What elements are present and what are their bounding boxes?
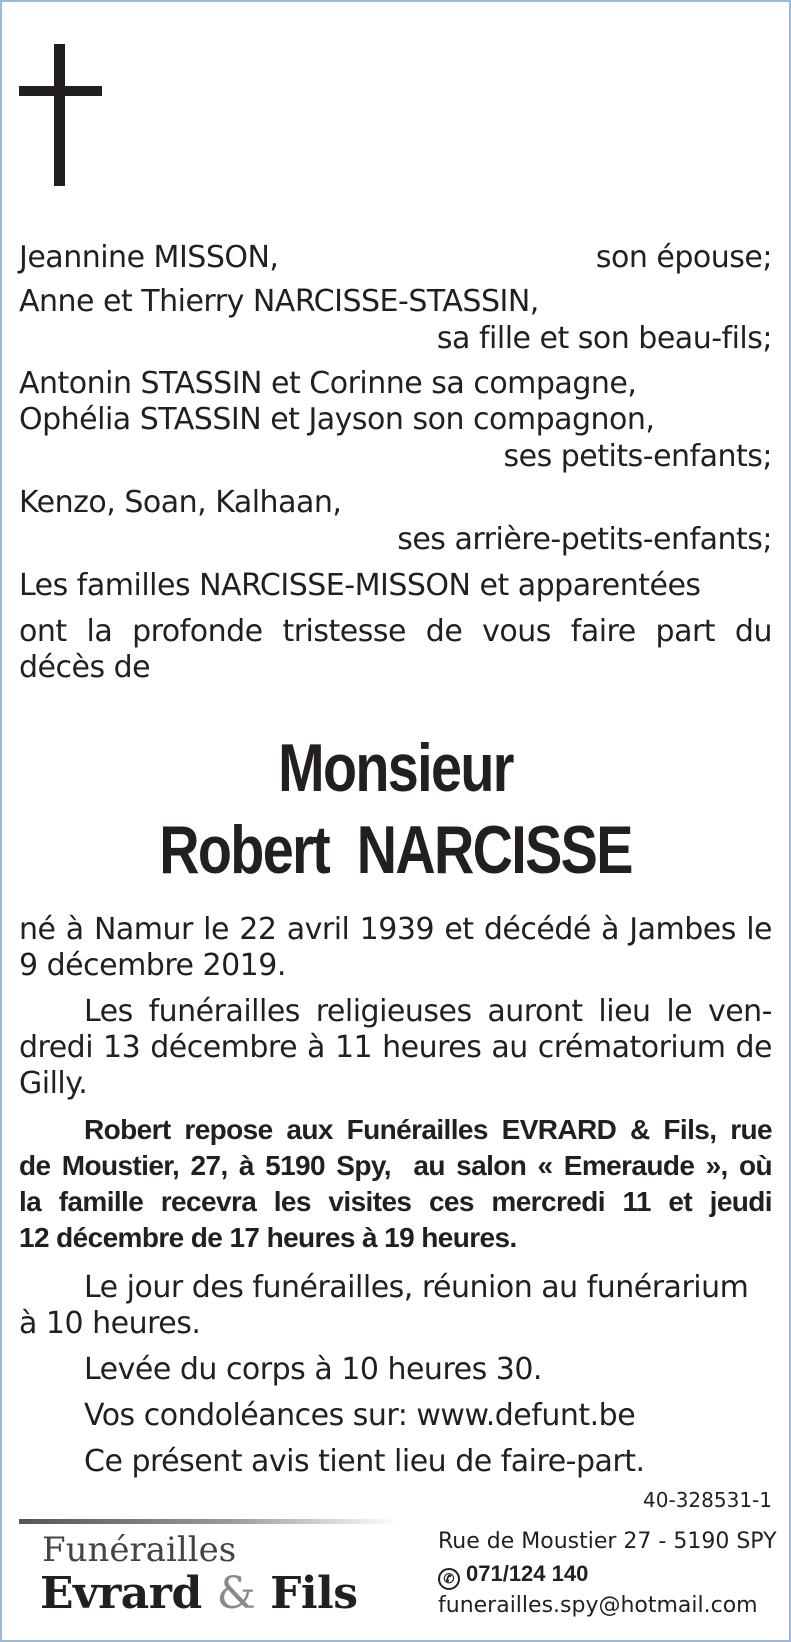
family-relation: son épouse;	[595, 240, 772, 275]
logo-ampersand: &	[216, 1568, 256, 1619]
repose-line-2: de Moustier, 27, à 5190 Spy, au salon « Emeraude », où	[19, 1150, 772, 1181]
cross-vertical-bar	[54, 44, 65, 186]
logo-line-1: Funérailles	[42, 1530, 237, 1570]
family-relation-great-grandchildren: ses arrière-petits-enfants;	[397, 522, 772, 557]
logo-word-fils: Fils	[270, 1568, 358, 1619]
family-relation-daughter: sa fille et son beau-fils;	[436, 321, 772, 356]
phone-icon: ✆	[438, 1568, 460, 1590]
deceased-title: Monsieur	[278, 730, 513, 806]
day-line-1: Le jour des funérailles, réunion au funérarium	[84, 1270, 749, 1305]
logo-line-2	[40, 1568, 358, 1620]
family-line-families: Les familles NARCISSE-MISSON et apparentées	[19, 568, 701, 603]
reference-number: 40-328531-1	[643, 1488, 772, 1512]
funeral-home-phone: 071/124 140	[466, 1561, 589, 1586]
logo-word-evrard: Evrard	[40, 1568, 202, 1619]
funeral-line-2: dredi 13 décembre à 11 heures au crématorium de	[19, 1030, 772, 1065]
family-line-grandchild-1: Antonin STASSIN et Corinne sa compagne,	[19, 366, 637, 401]
family-line-grandchild-2: Ophélia STASSIN et Jayson son compagnon,	[19, 402, 655, 437]
family-line-great-grandchildren: Kenzo, Soan, Kalhaan,	[19, 485, 342, 520]
funeral-line-1: Les funérailles religieuses auront lieu le ven-	[84, 994, 772, 1029]
funeral-home-phone-row	[438, 1560, 588, 1590]
funeral-home-email: funerailles.spy@hotmail.com	[438, 1593, 758, 1618]
announcement-line-2: décès de	[19, 650, 151, 685]
birth-death-line-1: né à Namur le 22 avril 1939 et décédé à Jambes le	[19, 912, 772, 947]
deceased-name: Robert NARCISSE	[159, 812, 632, 888]
announcement-line-1: ont la profonde tristesse de vous faire part du	[19, 614, 772, 649]
family-relation-grandchildren: ses petits-enfants;	[503, 439, 772, 474]
repose-line-4: 12 décembre de 17 heures à 19 heures.	[19, 1222, 517, 1253]
funeral-home-address: Rue de Moustier 27 - 5190 SPY	[438, 1529, 777, 1554]
cross-horizontal-bar	[19, 86, 102, 96]
footer-divider	[19, 1519, 399, 1524]
family-line-spouse	[19, 240, 772, 275]
funeral-line-3: Gilly.	[19, 1066, 88, 1101]
repose-line-3: la famille recevra les visites ces mercredi 11 et jeudi	[19, 1186, 772, 1217]
family-line-daughter: Anne et Thierry NARCISSE-STASSIN,	[19, 284, 539, 319]
day-line-2: à 10 heures.	[19, 1306, 201, 1341]
condolences-line: Vos condoléances sur: www.defunt.be	[84, 1398, 636, 1433]
family-member-name: Jeannine MISSON,	[19, 240, 279, 275]
birth-death-line-2: 9 décembre 2019.	[19, 948, 286, 983]
repose-line-1: Robert repose aux Funérailles EVRARD & Fils, rue	[84, 1114, 772, 1145]
notice-line: Ce présent avis tient lieu de faire-part.	[84, 1444, 645, 1479]
levee-line: Levée du corps à 10 heures 30.	[84, 1352, 542, 1387]
